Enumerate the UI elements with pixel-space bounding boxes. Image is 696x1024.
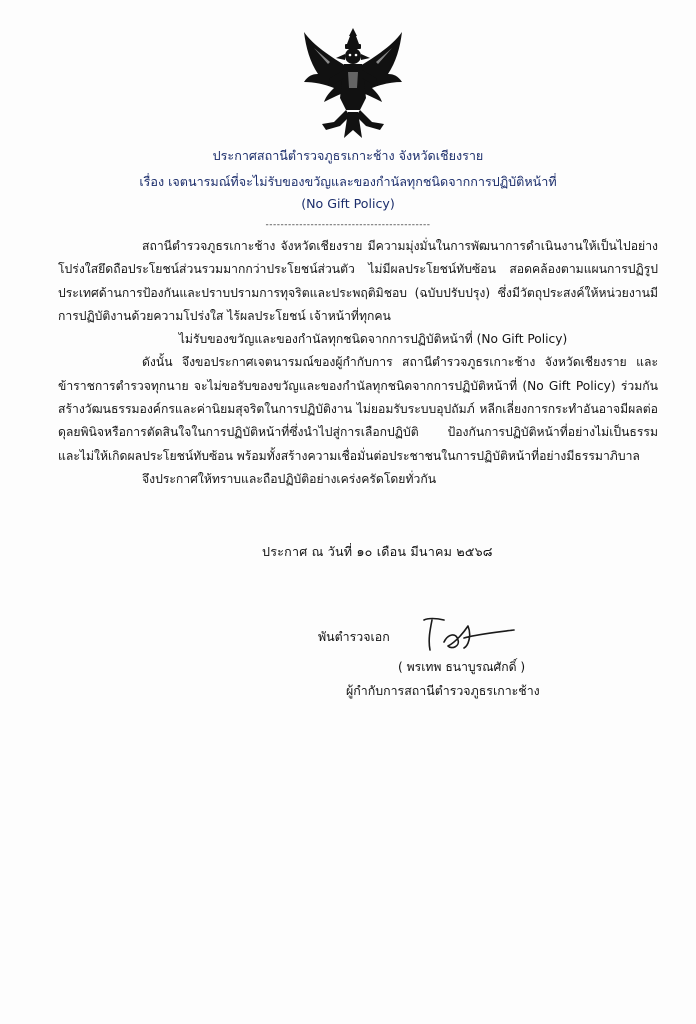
paragraph-1: สถานีตำรวจภูธรเกาะช้าง จังหวัดเชียงราย มีความมุ่งมั่นในการพัฒนาการดำเนินงานให้เป็นไปอย่างโปร่งใสยึดถือประโยชน์ส่วนรวมมากกว่าประโยชน์ส่วนตัว ไม่มีผลประโยชน์ทับซ้อน สอดคล้องตามแผนการปฏิรูปประเทศด้านการป้องกันและปราบปรามการทุจริตและประพฤติมิชอบ (ฉบับปรับปรุง) ซึ่งมีวัตถุประสงค์ให้หน่วยงานมีการปฏิบัติงานด้วยความโปร่งใส ไร้ผลประโยชน์ เจ้าหน้าที่ทุกคน bbox=[58, 239, 658, 323]
subject-title: เรื่อง เจตนารมณ์ที่จะไม่รับของขวัญและของกำนัลทุกชนิดจากการปฏิบัติหน้าที่ bbox=[139, 174, 557, 189]
paragraph-3: จึงประกาศให้ทราบและถือปฏิบัติอย่างเคร่งครัดโดยทั่วกัน bbox=[142, 471, 437, 486]
document-body bbox=[58, 235, 658, 491]
paragraph-2: ดังนั้น จึงขอประกาศเจตนารมณ์ของผู้กำกับการ สถานีตำรวจภูธรเกาะช้าง จังหวัดเชียงราย และข้าราชการตำรวจทุกนาย จะไม่ขอรับของขวัญและของกำนัลทุกชนิดจากการปฏิบัติหน้าที่ (No Gift Policy) ร่วมกันสร้างวัฒนธรรมองค์กรและค่านิยมสุจริตในการปฏิบัติงาน ไม่ยอมรับระบบอุปถัมภ์ หลีกเลี่ยงการกระทำอันอาจมีผลต่อดุลยพินิจหรือการตัดสินใจในการปฏิบัติหน้าที่ซึ่งนำไปสู่การเลือกปฏิบัติ ป้องกันการปฏิบัติหน้าที่อย่างไม่เป็นธรรม และไม่ให้เกิดผลประโยชน์ทับซ้อน พร้อมทั้งสร้างความเชื่อมั่นต่อประชาชนในการปฏิบัติหน้าที่อย่างมีธรรมาภิบาล bbox=[58, 355, 658, 463]
signer-name: ( พรเทพ ธนาบูรณศักดิ์ ) bbox=[398, 660, 526, 674]
subject-english: (No Gift Policy) bbox=[301, 196, 395, 211]
org-title: ประกาศสถานีตำรวจภูธรเกาะช้าง จังหวัดเชียงราย bbox=[212, 148, 484, 163]
divider-line: -------------------------------------------- bbox=[265, 220, 431, 230]
announcement-date: ประกาศ ณ วันที่ ๑๐ เดือน มีนาคม ๒๕๖๘ bbox=[262, 544, 493, 559]
garuda-emblem-icon bbox=[300, 26, 406, 142]
paragraph-1-last-line: ไม่รับของขวัญและของกำนัลทุกชนิดจากการปฏิบัติหน้าที่ (No Gift Policy) bbox=[178, 332, 568, 347]
signer-position: ผู้กำกับการสถานีตำรวจภูธรเกาะช้าง bbox=[346, 683, 540, 698]
signer-rank: พันตำรวจเอก bbox=[318, 629, 390, 644]
handwritten-signature-icon bbox=[418, 612, 518, 656]
